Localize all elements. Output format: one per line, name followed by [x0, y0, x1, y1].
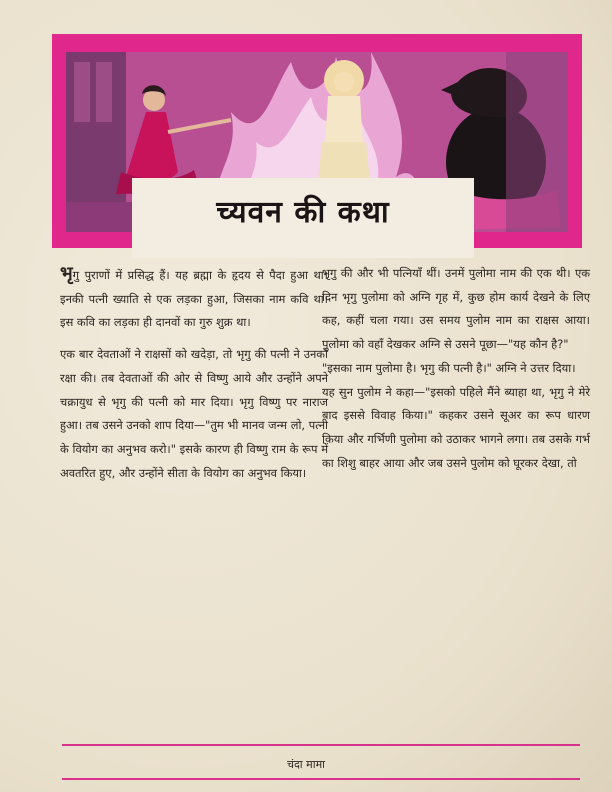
story-title: च्यवन की कथा — [216, 195, 390, 230]
paragraph: एक बार देवताओं ने राक्षसों को खदेड़ा, तो भृगु की पत्नी ने उनको रक्षा की। तब देवताओं की ओर से विष्णु आये और उन्होंने अपने चक्रायुध से भृगु की पत्नी को मार दिया। भृगु विष्णु पर नाराज हुआ। तब उसने उनको शाप दिया—"तुम भी मानव जन्म लो, पत्नी के वियोग का अनुभव करो।" इसके कारण ही विष्णु राम के रूप में अवतरित हुए, और उन्होंने सीता के वियोग का अनुभव किया। — [60, 347, 328, 480]
footer-rule-bottom — [62, 778, 580, 780]
right-column — [322, 262, 590, 475]
paragraph: भृगु पुराणों में प्रसिद्ध हैं। यह ब्रह्मा के हृदय से पैदा हुआ था। इनकी पत्नी ख्याति से एक लड़का हुआ, जिसका नाम कवि था। इस कवि का लड़का ही दानवों का गुरु शुक्र था। — [60, 263, 328, 330]
left-column — [60, 262, 328, 485]
paragraph: भृगु की और भी पत्नियाँ थीं। उनमें पुलोमा नाम की एक थी। एक दिन भृगु पुलोमा को अग्नि गृह में, कुछ होम कार्य देखने के लिए कह, कहीं चला गया। उस समय पुलोम नाम का राक्षस आया। पुलोमा को वहाँ देखकर अग्नि से उसने पूछा—"यह कौन है?" — [322, 266, 590, 352]
paragraph: "इसका नाम पुलोमा है। भृगु की पत्नी है।" अग्नि ने उत्तर दिया। — [322, 360, 576, 375]
footer-text: चंदा मामा — [286, 758, 326, 771]
paragraph: यह सुन पुलोम ने कहा—"इसको पहिले मैंने ब्याहा था, भृगु ने मेरे बाद इससे विवाह किया।" कहकर उसने सूअर का रूप धारण किया और गर्भिणी पुलोमा को उठाकर भागने लगा। तब उसके गर्भ का शिशु बाहर आया और जब उसने पुलोम को घूरकर देखा, तो — [322, 384, 590, 470]
drop-cap: भृ — [60, 263, 73, 284]
footer-rule-top — [62, 744, 580, 746]
